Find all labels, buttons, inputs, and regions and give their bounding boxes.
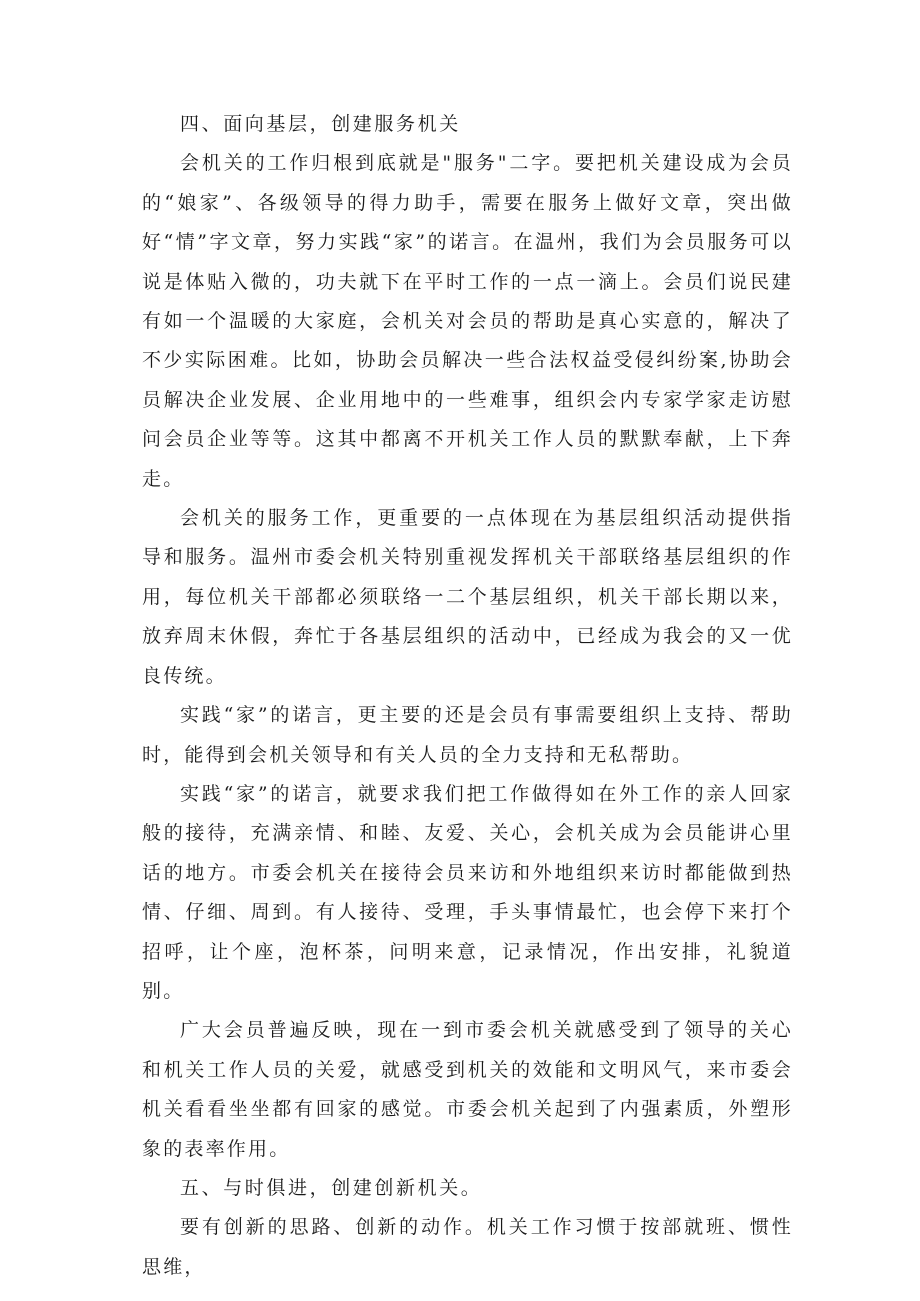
section-heading-five: 五、与时俱进，创建创新机关。 — [180, 1176, 483, 1199]
paragraph: 会机关的工作归根到底就是"服务"二字。要把机关建设成为会员的“娘家”、各级领导的得力助手，需要在服务上做好文章，突出做好“情”字文章，努力实践“家”的诺言。在温州，我们为会员服务可以说是体贴入微的，功夫就下在平时工作的一点一滴上。会员们说民建有如一个温暖的大家庭，会机关对会员的帮助是真心实意的，解决了不少实际困难。比如，协助会员解决一些合法权益受侵纠纷案,协助会员解决企业发展、企业用地中的一些难事，组织会内专家学家走访慰问会员企业等等。这其中都离不开机关工作人员的默默奉献，上下奔走。 — [142, 152, 793, 490]
paragraph: 实践“家”的诺言，就要求我们把工作做得如在外工作的亲人回家般的接待，充满亲情、和睦、友爱、关心，会机关成为会员能讲心里话的地方。市委会机关在接待会员来访和外地组织来访时都能做到热情、仔细、周到。有人接待、受理，手头事情最忙，也会停下来打个招呼，让个座，泡杯茶，问明来意，记录情况，作出安排，礼貌道别。 — [142, 782, 793, 1002]
section-heading-four: 四、面向基层，创建服务机关 — [180, 113, 461, 135]
paragraph: 会机关的服务工作，更重要的一点体现在为基层组织活动提供指导和服务。温州市委会机关特别重视发挥机关干部联络基层组织的作用，每位机关干部都必须联络一二个基层组织，机关干部长期以来，放弃周末休假，奔忙于各基层组织的活动中，已经成为我会的又一优良传统。 — [142, 507, 793, 687]
paragraph: 实践“家”的诺言，更主要的还是会员有事需要组织上支持、帮助时，能得到会机关领导和有关人员的全力支持和无私帮助。 — [142, 704, 793, 766]
paragraph: 广大会员普遍反映，现在一到市委会机关就感受到了领导的关心和机关工作人员的关爱，就感受到机关的效能和文明风气，来市委会机关看看坐坐都有回家的感觉。市委会机关起到了内强素质，外塑形象的表率作用。 — [142, 1019, 793, 1160]
document-body — [142, 105, 793, 1287]
paragraph: 要有创新的思路、创新的动作。机关工作习惯于按部就班、惯性思维， — [142, 1216, 793, 1278]
